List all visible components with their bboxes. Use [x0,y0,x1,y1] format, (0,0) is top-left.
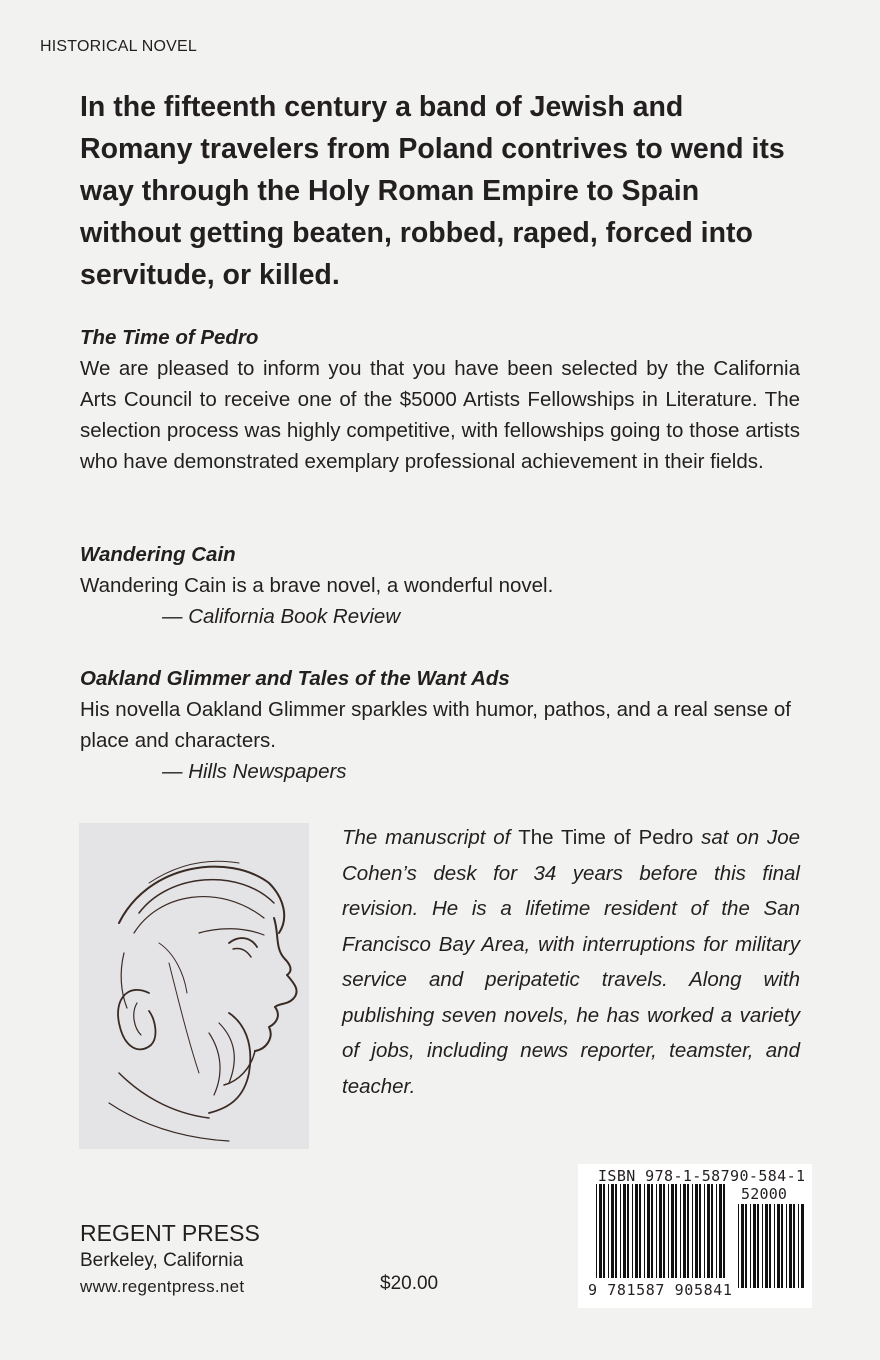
author-bio [342,820,800,1104]
barcode-bar [663,1184,665,1278]
addon-bar [769,1204,771,1288]
addon-bar [765,1204,768,1288]
barcode-bar [647,1184,650,1278]
genre-label: HISTORICAL NOVEL [40,38,198,55]
addon-bar [753,1204,756,1288]
addon-bar [750,1204,751,1288]
barcode-bar [719,1184,722,1278]
addon-bar [762,1204,763,1288]
barcode-bar [608,1184,609,1278]
review-title: The Time of Pedro [80,326,259,349]
barcode-bar [596,1184,597,1278]
barcode-bar [675,1184,677,1278]
addon-bar [745,1204,747,1288]
addon-bar [801,1204,804,1288]
barcode-bar [711,1184,713,1278]
bio-part1: The manuscript of [342,826,519,849]
addon-bar [786,1204,787,1288]
barcode-isbn: ISBN 978-1-58790-584-1 [598,1167,806,1185]
barcode-bar [635,1184,638,1278]
barcode-bar [620,1184,621,1278]
barcode-bar [651,1184,653,1278]
barcode-bar [632,1184,633,1278]
addon-bar [757,1204,759,1288]
barcode-bar [680,1184,681,1278]
barcode-bar [656,1184,657,1278]
review-attribution: — Hills Newspapers [162,760,347,783]
barcode-addon: 52000 [741,1185,788,1203]
barcode-bar [615,1184,617,1278]
barcode-bar [659,1184,662,1278]
barcode-box [578,1164,812,1308]
barcode-bar [623,1184,626,1278]
review-title: Oakland Glimmer and Tales of the Want Ads [80,667,510,690]
barcode-bar [611,1184,614,1278]
barcode-bar [603,1184,605,1278]
barcode-bar [639,1184,641,1278]
addon-bar [789,1204,792,1288]
review-oakland-glimmer [80,663,800,787]
review-attribution: — California Book Review [162,605,401,628]
review-time-of-pedro [80,322,800,477]
headline: In the fifteenth century a band of Jewish and Romany travelers from Poland contrives to wend its way through the Holy Roman Empire to Spain without getting beaten, robbed, raped, forced into servitude, or killed. [80,91,785,291]
review-title: Wandering Cain [80,543,236,566]
addon-bar [741,1204,744,1288]
addon-bar [793,1204,795,1288]
barcode-bar [687,1184,689,1278]
barcode-bar [671,1184,674,1278]
publisher-block [80,1218,260,1300]
barcode-bar [716,1184,717,1278]
barcode-bar [683,1184,686,1278]
publisher-website: www.regentpress.net [80,1277,245,1296]
barcode-bar [723,1184,725,1278]
review-text: We are pleased to inform you that you have been selected by the California Arts Council to receive one of the $5000 Artists Fellowships in Literature. The selection process was highly competitive, with fellowships going to those artists who have demonstrated exemplary professional achievement in their fields. [80,357,800,473]
barcode-bar [668,1184,669,1278]
addon-bar [777,1204,780,1288]
addon-bar [781,1204,783,1288]
barcode-ean: 9 781587 905841 [588,1281,733,1299]
barcode-bar [599,1184,602,1278]
author-sketch [79,823,309,1149]
barcode-bar [627,1184,629,1278]
price: $20.00 [380,1273,439,1294]
barcode-bar [692,1184,693,1278]
bio-part2: sat on Joe Cohen’s desk for 34 years before this final revision. He is a lifetime resident of the San Francisco Bay Area, with interruptions for military service and peripatetic travels. Along with publishing seven novels, he has worked a variety of jobs, including news reporter, teamster, and teacher. [342,826,801,1098]
barcode-bar [695,1184,698,1278]
addon-bar [798,1204,799,1288]
barcode-bar [707,1184,710,1278]
review-text: Wandering Cain is a brave novel, a wonderful novel. [80,574,554,597]
barcode-bar [704,1184,705,1278]
publisher-city: Berkeley, California [80,1250,244,1271]
author-sketch-drawing [79,823,309,1149]
addon-bar [738,1204,739,1288]
barcode-bar [699,1184,701,1278]
addon-bar [774,1204,775,1288]
review-text: His novella Oakland Glimmer sparkles with humor, pathos, and a real sense of place and characters. [80,698,792,752]
barcode-bar [644,1184,645,1278]
review-wandering-cain [80,539,800,632]
bio-book-title: The Time of Pedro [518,826,694,849]
publisher-name: REGENT PRESS [80,1220,260,1246]
